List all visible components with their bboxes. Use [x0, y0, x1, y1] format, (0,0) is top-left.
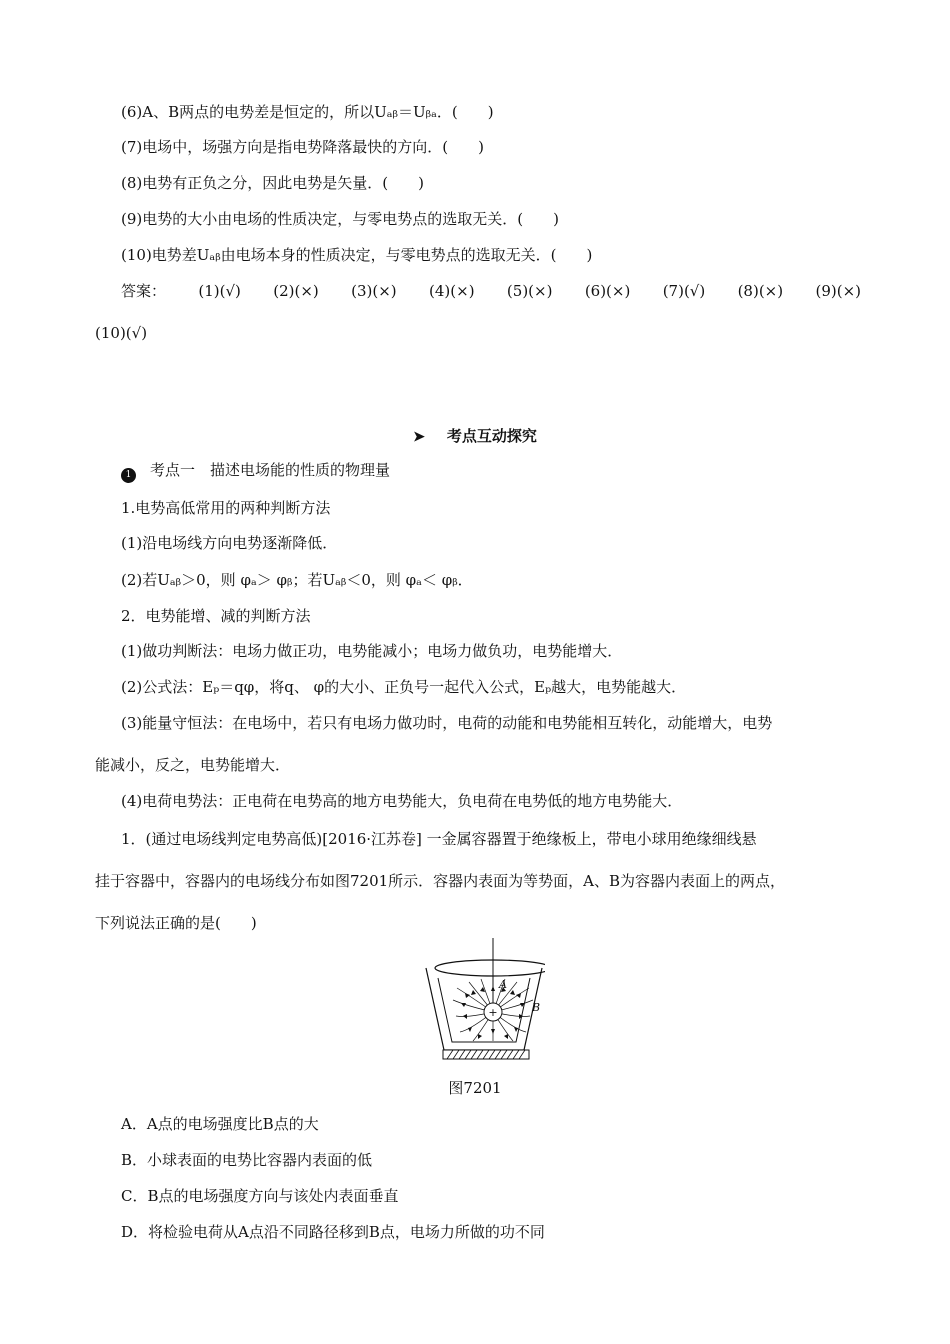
topic-heading	[121, 460, 390, 483]
question-line: 下列说法正确的是( )	[95, 914, 257, 932]
question-line: 挂于容器中，容器内的电场线分布如图7201所示．容器内表面为等势面，A、B为容器内表面上的两点，	[95, 872, 786, 890]
arrow-icon: ➤	[413, 429, 425, 445]
judge-item-9: (9)电势的大小由电场的性质决定，与零电势点的选取无关．( )	[121, 210, 559, 228]
body-line: (4)电荷电势法：正电荷在电势高的地方电势能大，负电荷在电势低的地方电势能大．	[121, 792, 683, 810]
answer-item: (7)(√)	[662, 282, 706, 300]
point-a-label: A	[499, 978, 507, 991]
question-line: 1．(通过电场线判定电势高低)[2016·江苏卷] 一金属容器置于绝缘板上，带电小球用绝缘细线悬	[121, 830, 757, 848]
judge-item-8: (8)电势有正负之分，因此电势是矢量．( )	[121, 174, 424, 192]
judge-item-7: (7)电场中，场强方向是指电势降落最快的方向．( )	[121, 138, 484, 156]
section-title	[0, 426, 950, 447]
answer-item: (6)(×)	[584, 282, 631, 300]
answer-label: 答案：	[121, 282, 167, 300]
answer-row	[121, 281, 861, 301]
answer-item: (2)(×)	[273, 282, 319, 300]
body-line: (2)若Uₐᵦ＞0，则 φₐ＞ φᵦ；若Uₐᵦ＜0，则 φₐ＜ φᵦ．	[121, 571, 473, 589]
option-a: A．A点的电场强度比B点的大	[121, 1115, 319, 1133]
option-d: D．将检验电荷从A点沿不同路径移到B点，电场力所做的功不同	[121, 1223, 545, 1241]
judge-item-6: (6)A、B两点的电势差是恒定的，所以Uₐᵦ＝Uᵦₐ．( )	[121, 103, 494, 121]
option-b: B．小球表面的电势比容器内表面的低	[121, 1151, 373, 1169]
topic-label: 考点一 描述电场能的性质的物理量	[150, 461, 391, 479]
body-line: 2．电势能增、减的判断方法	[121, 607, 311, 625]
answer-item: (3)(×)	[351, 282, 397, 300]
body-line: (3)能量守恒法：在电场中，若只有电场力做功时，电荷的动能和电势能相互转化，动能增大，电势	[121, 714, 773, 732]
answer-item: (4)(×)	[429, 282, 475, 300]
judge-item-10: (10)电势差Uₐᵦ由电场本身的性质决定，与零电势点的选取无关．( )	[121, 246, 593, 264]
body-line: (2)公式法：Eₚ＝qφ，将q、 φ的大小、正负号一起代入公式，Eₚ越大，电势能越大．	[121, 678, 687, 696]
body-line: (1)做功判断法：电场力做正功，电势能减小；电场力做负功，电势能增大．	[121, 642, 623, 660]
figure-caption: 图7201	[448, 1079, 502, 1097]
container-field-figure	[425, 938, 545, 1060]
charge-label: +	[488, 1006, 498, 1019]
answer-item-last: (10)(√)	[95, 324, 148, 342]
answer-item: (1)(√)	[198, 282, 241, 300]
point-b-label: B	[532, 1001, 541, 1014]
answer-item: (9)(×)	[815, 282, 861, 300]
body-line: 1.电势高低常用的两种判断方法	[121, 499, 331, 517]
option-c: C．B点的电场强度方向与该处内表面垂直	[121, 1187, 399, 1205]
bullet-icon: 1	[121, 468, 136, 483]
section-title-text: 考点互动探究	[446, 427, 537, 445]
answer-item: (8)(×)	[737, 282, 784, 300]
body-line: (1)沿电场线方向电势逐渐降低．	[121, 534, 338, 552]
body-line: 能减小，反之，电势能增大．	[95, 756, 291, 774]
answer-item: (5)(×)	[506, 282, 553, 300]
